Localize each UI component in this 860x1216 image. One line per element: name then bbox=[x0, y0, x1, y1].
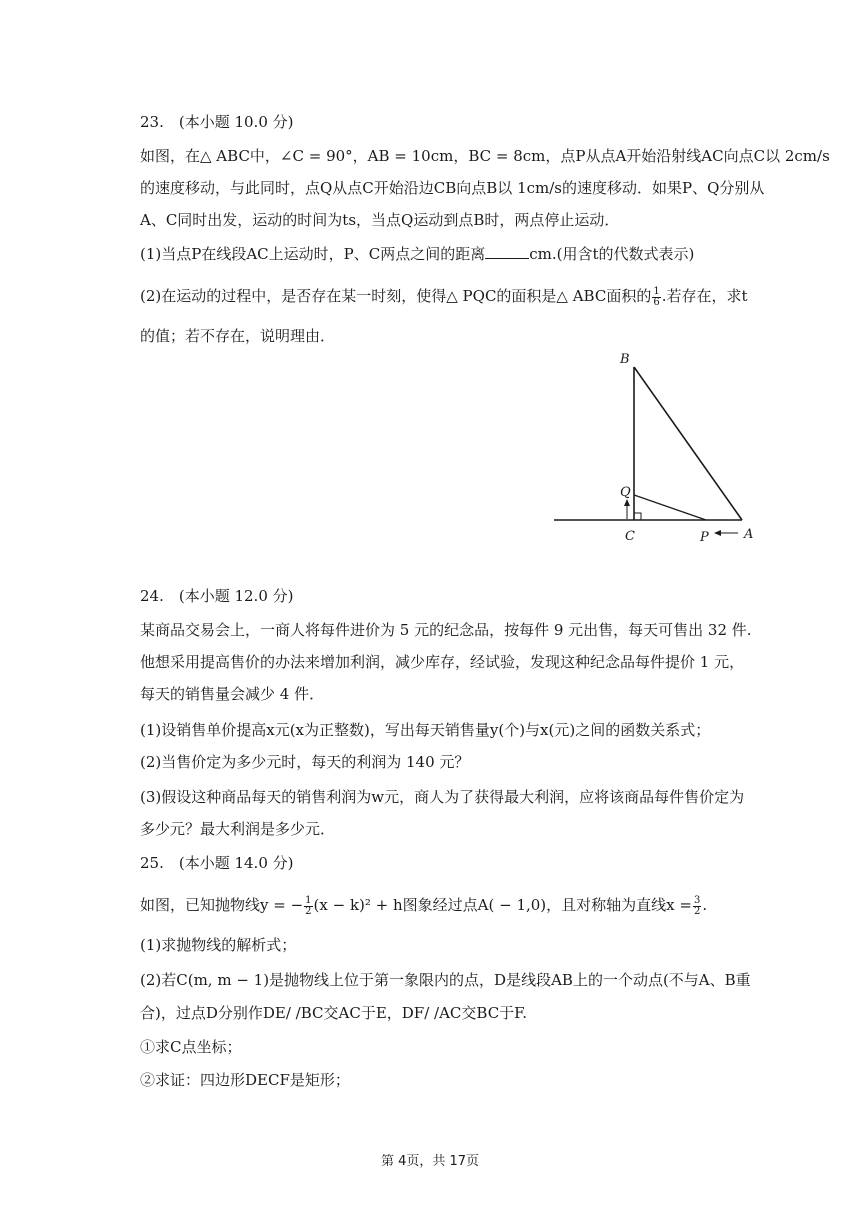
label-b: B bbox=[620, 352, 630, 367]
q24-stem-line3: 每天的销售量会减少 4 件． bbox=[140, 685, 325, 703]
q24-header: 24. (本小题 12.0 分) bbox=[140, 587, 294, 605]
q23-part2-suffix: .若存在，求t bbox=[661, 287, 748, 305]
fraction-numerator: 1 bbox=[653, 285, 660, 297]
triangle-figure bbox=[550, 345, 770, 545]
q23-part1 bbox=[140, 243, 760, 265]
side-ab bbox=[634, 367, 742, 520]
q23-part2 bbox=[140, 285, 760, 308]
q23-stem-line1: 如图，在△ ABC中，∠C = 90°，AB = 10cm，BC = 8cm，点P从点A开始沿射线AC向点C以 2cm/s bbox=[140, 147, 830, 165]
label-c: C bbox=[625, 529, 635, 544]
q24-stem-line2: 他想采用提高售价的办法来增加利润，减少库存，经试验，发现这种纪念品每件提价 1 元， bbox=[140, 653, 745, 671]
fraction-denominator: 6 bbox=[653, 296, 660, 308]
q24-part2: (2)当售价定为多少元时，每天的利润为 140 元？ bbox=[140, 753, 470, 771]
fraction-numerator: 3 bbox=[693, 894, 701, 906]
q25-sub2: ②求证：四边形DECF是矩形； bbox=[140, 1071, 350, 1089]
page-footer: 第 4页，共 17页 bbox=[380, 1154, 480, 1169]
q25-part2-line1: (2)若C(m, m − 1)是抛物线上位于第一象限内的点，D是线段AB上的一个动点(不与A、B重 bbox=[140, 971, 751, 989]
label-p: P bbox=[700, 530, 709, 545]
fraction bbox=[304, 896, 312, 917]
q24-part3-line1: (3)假设这种商品每天的销售利润为w元，商人为了获得最大利润，应将该商品每件售价定为 bbox=[140, 788, 745, 806]
q23-part2-line2: 的值；若不存在，说明理由． bbox=[140, 327, 336, 345]
fraction-denominator: 2 bbox=[305, 905, 312, 917]
q25-stem-text: 如图，已知抛物线y = − bbox=[140, 896, 304, 914]
q25-header: 25. (本小题 14.0 分) bbox=[140, 854, 294, 872]
q24-stem-line1: 某商品交易会上，一商人将每件进价为 5 元的纪念品，按每件 9 元出售，每天可售出 32 件. bbox=[140, 621, 752, 639]
q25-part2-line2: 合)，过点D分别作DE/ /BC交AC于E，DF/ /AC交BC于F. bbox=[140, 1004, 528, 1022]
answer-blank bbox=[485, 244, 529, 259]
q24-part1: (1)设销售单价提高x元(x为正整数)，写出每天销售量y(个)与x(元)之间的函数关系式； bbox=[140, 721, 711, 739]
q25-sub1: ①求C点坐标； bbox=[140, 1038, 242, 1056]
q25-stem-end: . bbox=[702, 896, 708, 914]
q23-header: 23. (本小题 10.0 分) bbox=[140, 113, 294, 131]
label-a: A bbox=[744, 527, 754, 542]
q23-stem-line2: 的速度移动，与此同时，点Q从点C开始沿边CB向点B以 1cm/s的速度移动．如果P、Q分别从 bbox=[140, 179, 765, 197]
segment-pq bbox=[634, 495, 706, 520]
p-arrow-head bbox=[714, 530, 721, 536]
q23-part2-text: (2)在运动的过程中，是否存在某一时刻，使得△ PQC的面积是△ ABC面积的 bbox=[140, 287, 652, 305]
fraction-numerator: 1 bbox=[305, 894, 312, 906]
q25-stem bbox=[140, 894, 760, 917]
q25-stem-middle: (x − k)² + h图象经过点A( − 1,0)，且对称轴为直线x = bbox=[313, 896, 692, 914]
q25-part1: (1)求抛物线的解析式； bbox=[140, 936, 297, 954]
right-angle-mark bbox=[634, 513, 641, 520]
q-arrow-head bbox=[624, 499, 630, 506]
fraction bbox=[652, 287, 660, 308]
q23-part1-suffix: cm.(用含t的代数式表示) bbox=[529, 245, 695, 263]
fraction-denominator: 2 bbox=[693, 905, 701, 917]
label-q: Q bbox=[620, 485, 631, 500]
q24-part3-line2: 多少元？最大利润是多少元． bbox=[140, 820, 336, 838]
q23-stem-line3: A、C同时出发，运动的时间为ts，当点Q运动到点B时，两点停止运动． bbox=[140, 211, 620, 229]
fraction bbox=[693, 896, 701, 917]
q23-part1-text: (1)当点P在线段AC上运动时，P、C两点之间的距离 bbox=[140, 245, 486, 263]
